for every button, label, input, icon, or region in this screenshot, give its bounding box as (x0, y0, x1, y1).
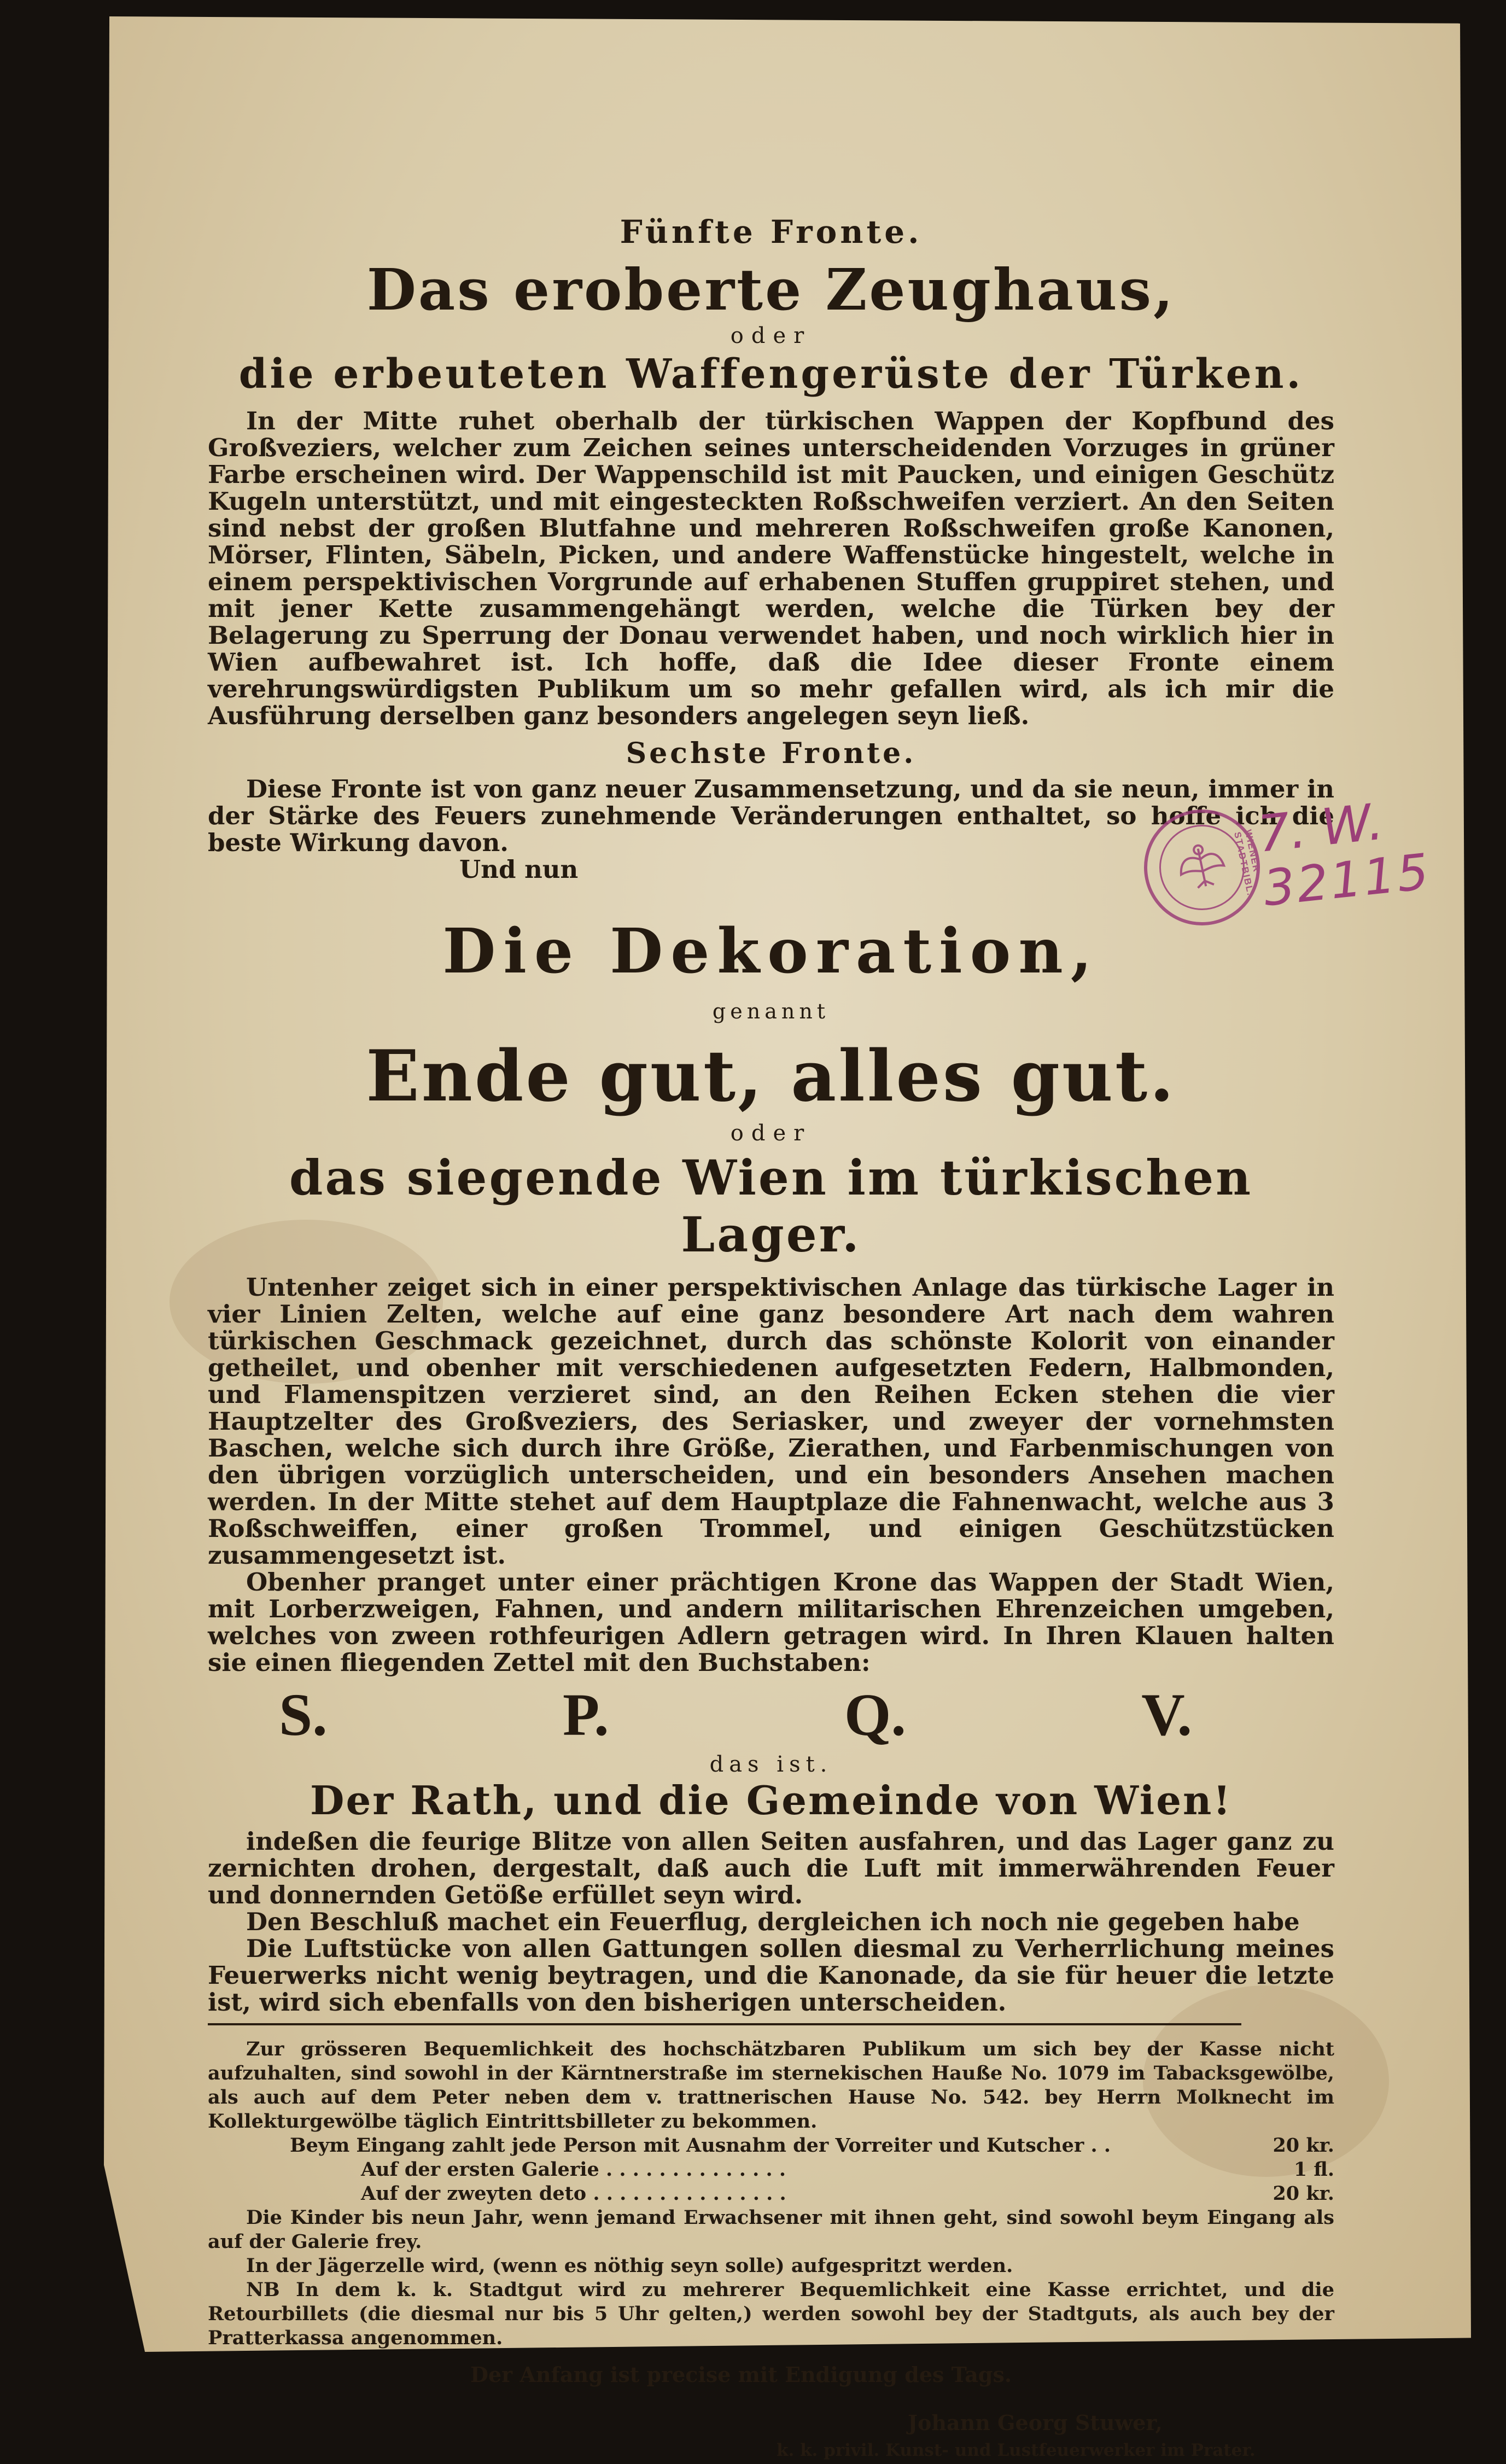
fee-amount: 20 kr. (1272, 2182, 1334, 2205)
letter-q: Q. (844, 1681, 906, 1748)
fee-label: Beym Eingang zahlt jede Person mit Ausnahm der Vorreiter und Kutscher . . (290, 2134, 1111, 2157)
fee-list (208, 2134, 1334, 2206)
front6-heading: Sechste Fronte. (626, 737, 917, 770)
document-text (208, 213, 1334, 2464)
das-ist: das ist. (709, 1752, 833, 1777)
dekoration-body1: Untenher zeiget sich in einer perspektivischen Anlage das türkische Lager in vier Linien Zelten, welche auf eine ganz besondere Art nach dem wahren türkischen Geschmack gezeichnet, durch das schönste Kolorit von einander getheilet, und obenher mit verschiedenen aufgesetzten Federn, Halbmonden, und Flamenspitzen verzieret sind, an den Reihen Ecken stehen die vier Hauptzelter des Großveziers, des Seriasker, und zweyer der vornehmsten Baschen, welche sich durch ihre Größe, Zierathen, und Farbenmischungen von den übrigen vorzüglich unterscheiden, und ein besonders Ansehen machen werden. In der Mitte stehet auf dem Hauptplaze die Fahnenwacht, welche aus 3 Roßschweiffen, einer großen Trommel, und einigen Geschützstücken zusammengesetzt ist. (208, 1273, 1334, 1570)
fee-amount: 1 fl. (1293, 2158, 1334, 2181)
dekoration-genannt: genannt (712, 999, 830, 1023)
fee-row (290, 2182, 1334, 2206)
divider-rule (208, 2023, 1241, 2025)
spqv-letters (208, 1680, 1334, 1750)
front5-oder: oder (730, 323, 812, 348)
fee-label: Auf der zweyten deto . . . . . . . . . . . . . . . (361, 2182, 786, 2205)
dekoration-body2: Obenher pranget unter einer prächtigen Krone das Wappen der Stadt Wien, mit Lorberzweigen, Fahnen, und andern militarischen Ehrenzeichen umgeben, welches von zween rothfeurigen Adlern getragen wird. In Ihren Klauen halten sie einen fliegenden Zettel mit den Buchstaben: (208, 1568, 1334, 1677)
fee-label: Auf der ersten Galerie . . . . . . . . . . . . . . (361, 2158, 786, 2181)
notice-anfang: Der Anfang ist precise mit Endigung des Tags. (470, 2362, 1012, 2387)
notice-nb: NB In dem k. k. Stadtgut wird zu mehrerer Bequemlichkeit eine Kasse errichtet, und die Retourbillets (die diesmal nur bis 5 Uhr gelten,) werden sowohl bey der Stadtguts, als auch bey der Pratterkassa angenommen. (208, 2279, 1334, 2349)
front6-trail: Und nun (459, 855, 579, 884)
shelfmark-line2: 32115 (1260, 843, 1434, 918)
letter-v: V. (1141, 1681, 1192, 1748)
notice-kinder: Die Kinder bis neun Jahr, wenn jemand Erwachsener mit ihnen geht, sind sowohl beym Eingang als auf der Galerie frey. (208, 2206, 1334, 2253)
front5-heading: Fünfte Fronte. (620, 213, 923, 251)
front6-body: Diese Fronte ist von ganz neuer Zusammensetzung, und da sie neun, immer in der Stärke des Feuers zunehmende Veränderungen enthaltet, so hoffe ich die beste Wirkung davon. (208, 774, 1334, 857)
notice-intro: Zur grösseren Bequemlichkeit des hochschätzbaren Publikum um sich bey der Kasse nicht aufzuhalten, sind sowohl in der Kärntnerstraße im sternekischen Hauße No. 1079 im Tabacksgewölbe, als auch auf dem Peter neben dem v. trattnerischen Hause No. 542. bey Herrn Molknecht im Kollekturgewölbe täglich Eintrittsbilleter zu bekommen. (208, 2038, 1334, 2133)
notice-jaeger: In der Jägerzelle wird, (wenn es nöthig seyn solle) aufgespritzt werden. (246, 2255, 1013, 2277)
dekoration-title: Die Dekoration, (442, 916, 1100, 987)
shelfmark-line1: 7. W. (1254, 792, 1386, 864)
front5-title: Das eroberte Zeughaus, (366, 256, 1176, 323)
fee-amount: 20 kr. (1272, 2134, 1334, 2157)
front5-body: In der Mitte ruhet oberhalb der türkischen Wappen der Kopfbund des Großveziers, welcher zum Zeichen seines unterscheidenden Vorzuges in grüner Farbe erscheinen wird. Der Wappenschild ist mit Paucken, und einigen Geschütz Kugeln unterstützt, und mit eingesteckten Roßschweifen verziert. An den Seiten sind nebst der großen Blutfahne und mehreren Roßschweifen große Kanonen, Mörser, Flinten, Säbeln, Picken, und andere Waffenstücke hingestelt, welche in einem perspektivischen Vorgrunde auf erhabenen Stuffen gruppiret stehen, und mit jener Kette zusammengehängt werden, welche die Türken bey der Belagerung zu Sperrung der Donau verwendet haben, und noch wirklich hier in Wien aufbewahret ist. Ich hoffe, daß die Idee dieser Fronte einem verehrungswürdigsten Publikum um so mehr gefallen wird, als ich mir die Ausführung derselben ganz besonders angelegen seyn ließ. (208, 406, 1334, 730)
letter-s: S. (279, 1681, 328, 1748)
signature-title: k. k. privil. Kunst- und Lustfeuerwerker im Prater. (777, 2440, 1256, 2460)
dekoration-name: Ende gut, alles gut. (366, 1035, 1176, 1117)
fee-row (290, 2158, 1334, 2182)
dekoration-body3: indeßen die feurige Blitze von allen Seiten ausfahren, und das Lager ganz zu zernichten drohen, dergestalt, daß auch die Luft mit immerwährenden Feuer und donnernden Getöße erfüllet seyn wird. (208, 1827, 1334, 1909)
rath-line: Der Rath, und die Gemeinde von Wien! (310, 1777, 1232, 1824)
handwritten-shelfmark (1255, 790, 1433, 917)
front5-subtitle: die erbeuteten Waffengerüste der Türken. (238, 351, 1304, 398)
dekoration-body5: Die Luftstücke von allen Gattungen sollen diesmal zu Verherrlichung meines Feuerwerks nicht wenig beytragen, und die Kanonade, da sie für heuer die letzte ist, wird sich ebenfalls von den bisherigen unterscheiden. (208, 1934, 1334, 2017)
dekoration-body4: Den Beschluß machet ein Feuerflug, dergleichen ich noch nie gegeben habe (246, 1907, 1300, 1936)
dekoration-subtitle: das siegende Wien im türkischen Lager. (289, 1149, 1253, 1263)
fee-row (290, 2134, 1334, 2158)
eagle-icon (1166, 832, 1238, 903)
dekoration-oder: oder (730, 1121, 812, 1146)
stamp-text: WIENER STADTBIBL. (1232, 829, 1262, 898)
letter-p: P. (562, 1681, 609, 1748)
signature-name: Johann Georg Stuwer, (908, 2410, 1163, 2435)
